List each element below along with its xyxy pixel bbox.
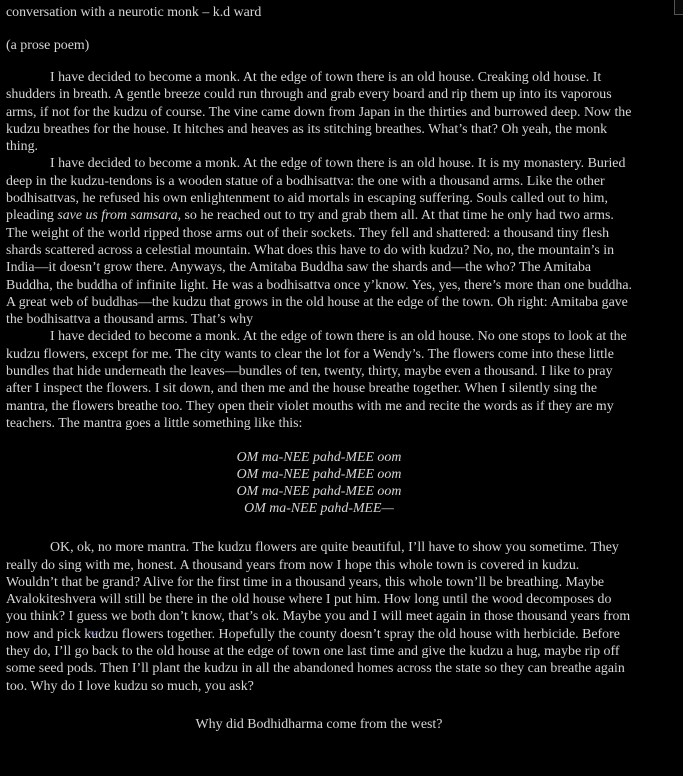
mantra-line: OM ma-NEE pahd-MEE oom	[236, 467, 402, 483]
closing-line: Why did Bodhidharma come from the west?	[195, 716, 443, 732]
paragraph-2-text-a: I have decided to become a monk. At the edge of town there is an old house. It is my monastery. Buried deep in the kudzu-tendons is a wooden statue of a bodhisattva: the one with a thousand arms. Like the other bodhisattvas, he refused his own enlightenment to aid mortals in escaping suffering. Souls called out to him, pleading	[6, 156, 626, 224]
poem-title: conversation with a neurotic monk – k.d ward	[6, 5, 262, 20]
paragraph-1: I have decided to become a monk. At the edge of town there is an old house. Creaking old house. It shudders in breath. A gentle breeze could run through and grab every board and rip them up into its vaporous arms, if not for the kudzu of course. The vine came down from Japan in the thirties and burrowed deep. Now the kudzu breathes for the house. It hitches and heaves as its stitching breathes. What’s that? Oh yeah, the monk thing.	[6, 70, 632, 155]
mantra-line: OM ma-NEE pahd-MEE oom	[236, 450, 402, 466]
paragraph-2-italic: save us from samsara,	[57, 208, 182, 224]
poem-body	[6, 69, 632, 733]
paragraph-3: I have decided to become a monk. At the edge of town there is an old house. No one stops to look at the kudzu flowers, except for me. The city wants to clear the lot for a Wendy’s. The flowers come into these little bundles that hide underneath the leaves—bundles of ten, twenty, thirty, maybe even a thousand. I like to pray after I inspect the flowers. I sit down, and then me and the house breathe together. When I silently sing the mantra, the flowers breathe too. They open their violet mouths with me and recite the words as if they are my teachers. The mantra goes a little something like this:	[6, 329, 627, 431]
paragraph-2	[6, 155, 632, 328]
paragraph-4: OK, ok, no more mantra. The kudzu flowers are quite beautiful, I’ll have to show you sometime. They really do sing with me, honest. A thousand years from now I hope this whole town is covered in kudzu. Wouldn’t that be grand? Alive for the first time in a thousand years, this whole town’ll be breathing. Maybe Avalokiteshvera will still be there in the old house where I put him. How long until the wood decomposes do you think? I guess we both don’t know, that’s ok. Maybe you and I will meet again in those thousand years from now and pick kudzu flowers together. Hopefully the county doesn’t spray the old house with herbicide. Before they do, I’ll go back to the old house at the edge of town one last time and give the kudzu a hug, maybe rip off some seed pods. Then I’ll plant the kudzu in all the abandoned homes across the state so they can breathe again too. Why do I love kudzu so much, you ask?	[6, 540, 631, 694]
mantra-line: OM ma-NEE pahd-MEE oom	[236, 484, 402, 500]
document-page	[6, 4, 632, 733]
poem-subtitle: (a prose poem)	[6, 38, 90, 53]
mantra-block	[6, 449, 632, 517]
scrollbar-corner[interactable]	[674, 0, 683, 15]
mantra-line: OM ma-NEE pahd-MEE—	[244, 501, 394, 517]
paragraph-2-text-b: so he reached out to try and grab them all. At that time he only had two arms. The weight of the world ripped those arms out of their sockets. They fell and shattered: a thousand tiny flesh shards scattered across a celestial mountain. What does this have to do with kudzu? No, no, the mountain’s in India—it doesn’t grow there. Anyways, the Amitaba Buddha saw the shards and—the who? The Amitaba Buddha, the buddha of infinite light. He was a bodhisattva once y’know. Yes, yes, there’s more than one buddha. A great web of buddhas—the kudzu that grows in the old house at the edge of the town. Oh right: Amitaba gave the bodhisattva a thousand arms. That’s why	[6, 208, 632, 328]
